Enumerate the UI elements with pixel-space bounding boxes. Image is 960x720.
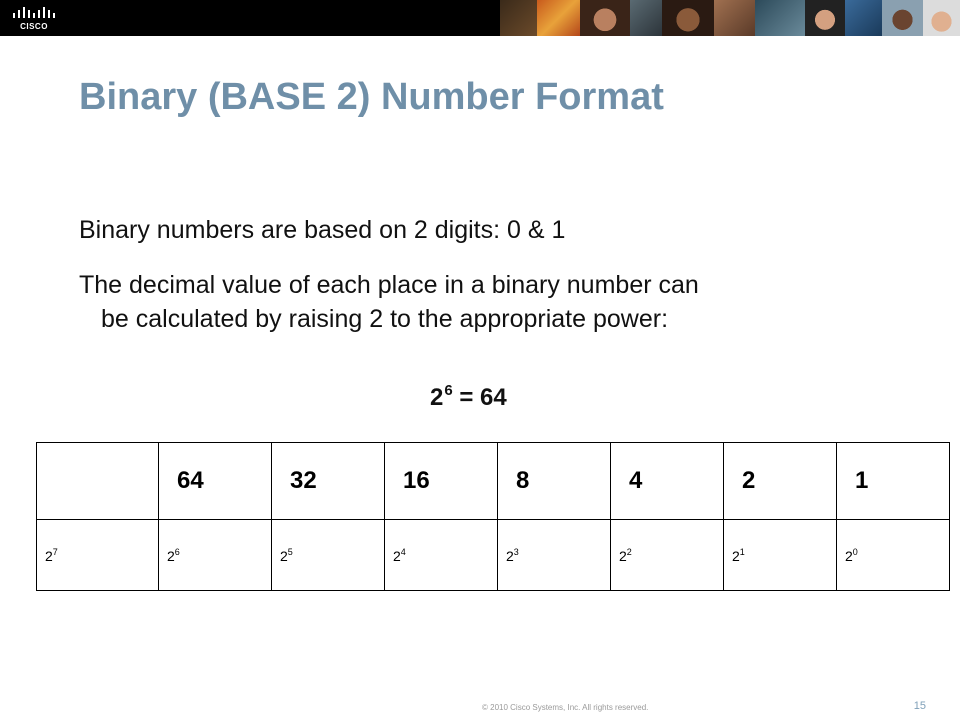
- banner-photo: [845, 0, 882, 36]
- power-cell: [611, 520, 724, 591]
- banner-photo: [500, 0, 537, 36]
- banner-photo-strip: [500, 0, 960, 36]
- slide-title: Binary (BASE 2) Number Format: [79, 76, 664, 118]
- powers-of-two-row: [37, 520, 950, 591]
- binary-digits-text: Binary numbers are based on 2 digits: 0 & 1: [79, 216, 566, 244]
- binary-place-value-table: [36, 442, 950, 591]
- power-base: 2: [845, 547, 853, 564]
- value-cell: 2: [724, 443, 837, 520]
- power-base: 2: [167, 547, 175, 564]
- value-cell: 64: [159, 443, 272, 520]
- banner-photo: [537, 0, 580, 36]
- banner-photo: [630, 0, 662, 36]
- value-cell: 4: [611, 443, 724, 520]
- power-exponent: 3: [513, 546, 519, 557]
- banner-photo: [755, 0, 805, 36]
- power-cell: [37, 520, 159, 591]
- page-number: 15: [913, 700, 926, 712]
- equation-result: = 64: [459, 384, 507, 411]
- power-exponent: 6: [174, 546, 180, 557]
- power-exponent: 2: [626, 546, 632, 557]
- value-cell: 1: [837, 443, 950, 520]
- banner-photo: [662, 0, 714, 36]
- place-value-text-line-1: The decimal value of each place in a binary number can: [79, 271, 699, 299]
- power-cell: [498, 520, 611, 591]
- value-cell: 8: [498, 443, 611, 520]
- power-cell: [272, 520, 385, 591]
- place-value-text-line-2: be calculated by raising 2 to the appropriate power:: [101, 305, 669, 333]
- power-exponent: 5: [287, 546, 293, 557]
- power-base: 2: [619, 547, 627, 564]
- value-cell: 32: [272, 443, 385, 520]
- place-value-text: [79, 268, 899, 336]
- power-exponent: 4: [400, 546, 406, 557]
- top-banner: [0, 0, 960, 36]
- value-cell: [37, 443, 159, 520]
- power-exponent: 1: [739, 546, 745, 557]
- power-exponent: 0: [852, 546, 858, 557]
- copyright-notice: © 2010 Cisco Systems, Inc. All rights reserved.: [482, 703, 649, 712]
- cisco-bridge-icon: [10, 4, 58, 32]
- power-cell: [385, 520, 498, 591]
- power-base: 2: [732, 547, 740, 564]
- power-cell: [159, 520, 272, 591]
- cisco-logo: [10, 4, 58, 32]
- power-base: 2: [506, 547, 514, 564]
- power-example-equation: [430, 382, 507, 412]
- decimal-values-row: [37, 443, 950, 520]
- value-cell: 16: [385, 443, 498, 520]
- banner-photo: [580, 0, 630, 36]
- banner-photo: [805, 0, 844, 36]
- banner-photo: [882, 0, 923, 36]
- power-cell: [837, 520, 950, 591]
- equation-exponent: 6: [444, 382, 453, 399]
- banner-photo: [923, 0, 960, 36]
- svg-text:CISCO: CISCO: [20, 22, 48, 31]
- equation-base: 2: [430, 384, 444, 411]
- power-exponent: 7: [52, 546, 58, 557]
- power-cell: [724, 520, 837, 591]
- banner-photo: [714, 0, 755, 36]
- power-base: 2: [393, 547, 401, 564]
- power-base: 2: [280, 547, 288, 564]
- power-base: 2: [45, 547, 53, 564]
